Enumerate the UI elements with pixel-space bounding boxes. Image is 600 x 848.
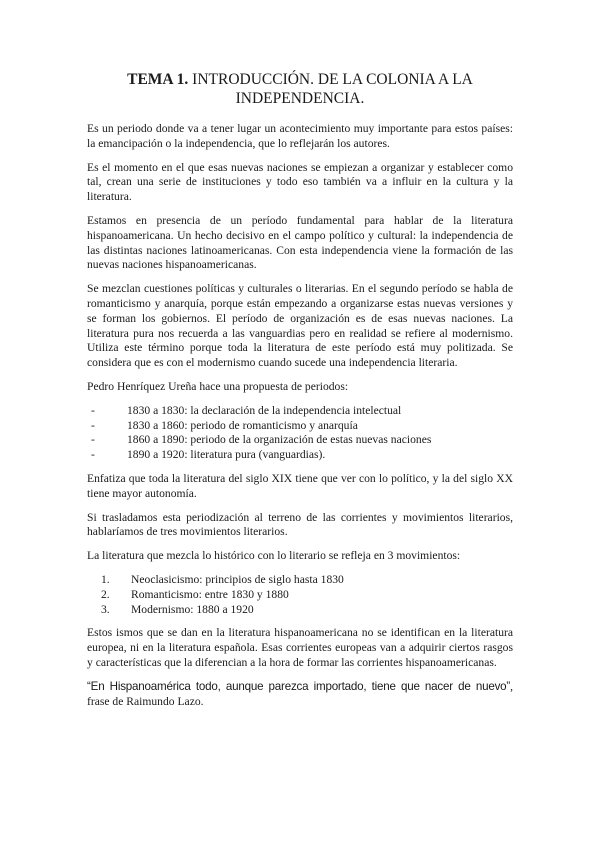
paragraph-1: Es un periodo donde va a tener lugar un acontecimiento muy importante para estos países: la emancipación o la independencia, que lo reflejarán los autores. <box>87 122 513 150</box>
periods-list <box>87 404 513 463</box>
list-item-text: 1890 a 1920: literatura pura (vanguardias). <box>127 448 326 462</box>
dash-marker: - <box>91 418 95 432</box>
quote-attribution: , frase de Raimundo Lazo. <box>87 679 513 708</box>
paragraph-3: Estamos en presencia de un período fundamental para hablar de la literatura hispanoamericana. Un hecho decisivo en el campo político y cultural: la independencia de las distintas naciones latinoamericanas. Con esta independencia viene la formación de las nuevas naciones hispanoamericanas. <box>87 213 513 272</box>
list-item-text: 1830 a 1830: la declaración de la independencia intelectual <box>127 403 402 417</box>
paragraph-7: Si trasladamos esta periodización al terreno de las corrientes y movimientos literarios, hablaríamos de tres movimientos literarios. <box>87 510 513 539</box>
dash-marker: - <box>91 433 95 447</box>
paragraph-8: La literatura que mezcla lo histórico con lo literario se refleja en 3 movimientos: <box>87 549 461 563</box>
dash-marker: - <box>91 448 95 462</box>
list-item <box>87 588 513 603</box>
list-number: 1. <box>101 572 110 586</box>
list-item-text: Modernismo: 1880 a 1920 <box>131 602 254 616</box>
paragraph-9: Estos ismos que se dan en la literatura hispanoamericana no se identifican en la literatura europea, ni en la literatura española. Esas corrientes europeas van a adquirir ciertos rasgos y características que la diferencian a la hora de formar las corrientes hispanoamericanas. <box>87 626 513 669</box>
paragraph-5: Pedro Henríquez Ureña hace una propuesta de periodos: <box>87 379 349 393</box>
movements-list <box>87 573 513 617</box>
list-item <box>87 603 513 618</box>
list-item-text: Neoclasicismo: principios de siglo hasta 1830 <box>131 572 344 586</box>
list-item-text: 1860 a 1890: periodo de la organización de estas nuevas naciones <box>127 433 432 447</box>
quote-paragraph <box>87 680 513 710</box>
list-item <box>87 448 513 463</box>
list-item <box>87 419 513 434</box>
paragraph-6: Enfatiza que toda la literatura del siglo XIX tiene que ver con lo político, y la del siglo XX tiene mayor autonomía. <box>87 471 513 500</box>
title-text: INTRODUCCIÓN. DE LA COLONIA A LA INDEPENDENCIA. <box>188 71 473 107</box>
dash-marker: - <box>91 403 95 417</box>
list-item <box>87 573 513 588</box>
paragraph-4: Se mezclan cuestiones políticas y culturales o literarias. En el segundo período se habla de romanticismo y anarquía, porque están empezando a organizarse estas nuevas versiones y se forman los gobiernos. El período de organización es de esas nuevas naciones. La literatura pura nos recuerda a las vanguardias pero en realidad se refiere al modernismo. Utiliza este término porque toda la literatura de este período está muy politizada. Se considera que es con el modernismo cuando sucede una independencia literaria. <box>87 282 513 370</box>
list-item <box>87 404 513 419</box>
title-tema-number: TEMA 1. <box>127 71 189 88</box>
list-item-text: Romanticismo: entre 1830 y 1880 <box>131 587 289 601</box>
list-number: 2. <box>101 587 110 601</box>
list-item-text: 1830 a 1860: periodo de romanticismo y anarquía <box>127 418 358 432</box>
list-item <box>87 433 513 448</box>
paragraph-2: Es el momento en el que esas nuevas naciones se empiezan a organizar y establecer como tal, crean una serie de instituciones y todo eso también va a influir en la cultura y la literatura. <box>87 160 513 204</box>
list-number: 3. <box>101 602 110 616</box>
quote-text: “En Hispanoamérica todo, aunque parezca importado, tiene que nacer de nuevo” <box>87 679 511 693</box>
page-title <box>87 70 513 108</box>
